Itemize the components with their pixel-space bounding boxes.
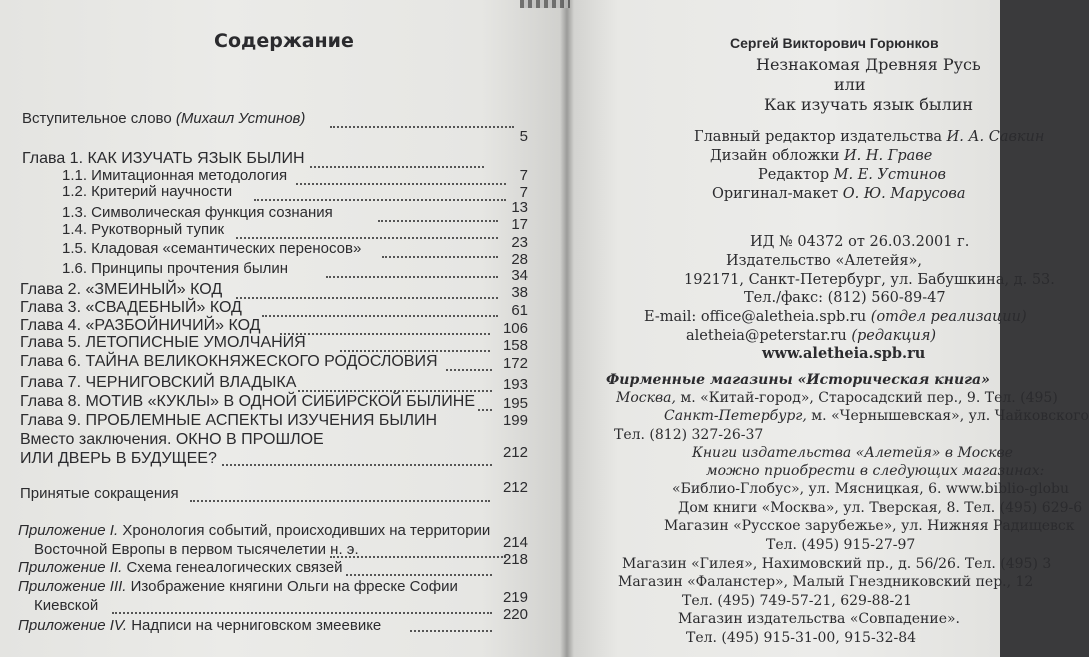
store-line: Магазин «Фаланстер», Малый Гнездниковский пер., 12 [618, 574, 1034, 590]
toc-appendix-1 [18, 522, 490, 540]
credit-name: М. Е. Устинов [833, 167, 946, 183]
appendix-title: Изображение княгини Ольги на фреске Софии [130, 578, 458, 595]
toc-page: 218 [502, 551, 528, 568]
toc-section-1-5: 1.5. Кладовая «семантических переносов» [62, 240, 362, 257]
toc-chapter-3: Глава 3. «СВАДЕБНЫЙ» КОД [20, 299, 242, 316]
toc-page: 158 [502, 337, 528, 354]
dot-leader [262, 315, 498, 317]
credit-layout [712, 185, 965, 203]
dot-leader [280, 333, 490, 335]
publisher-address: 192171, Санкт-Петербург, ул. Бабушкина, д. 53. [684, 272, 1055, 288]
toc-page: 199 [502, 412, 528, 429]
store-line: Магазин «Русское зарубежье», ул. Нижняя Радищевск [664, 518, 1075, 534]
store-line: «Библио-Глобус», ул. Мясницкая, 6. www.biblio-globu [672, 481, 1070, 497]
appendix-title: Хронология событий, происходивших на территории [122, 522, 491, 539]
dot-leader [346, 574, 492, 576]
toc-page: 212 [502, 479, 528, 496]
dot-leader [382, 256, 498, 258]
right-page-imprint [566, 0, 1089, 657]
publisher-email-2 [686, 327, 936, 345]
toc-appendix-3-line2: Киевской [34, 597, 99, 614]
shop-city: Москва, [616, 390, 676, 406]
toc-intro-page: 5 [519, 128, 528, 145]
moscow-books-line1: Книги издательства «Алетейя» в Москве [692, 445, 1013, 461]
store-line: Дом книги «Москва», ул. Тверская, 8. Тел. (495) 629-6 [678, 500, 1083, 516]
dot-leader [330, 126, 514, 128]
toc-intro-label [22, 110, 305, 128]
toc-intro-text: Вступительное слово [22, 110, 172, 127]
appendix-prefix: Приложение IV. [18, 617, 128, 634]
dot-leader [236, 297, 498, 299]
toc-chapter-5: Глава 5. ЛЕТОПИСНЫЕ УМОЛЧАНИЯ [20, 334, 306, 351]
shop-address: м. «Китай-город», Старосадский пер., 9. Тел. (495) [680, 390, 1058, 406]
publisher-email-1 [644, 308, 1027, 326]
license-number: ИД № 04372 от 26.03.2001 г. [750, 234, 970, 250]
toc-conclusion-line2: ИЛИ ДВЕРЬ В БУДУЩЕЕ? [20, 450, 217, 467]
book-title-2: Как изучать язык былин [764, 95, 974, 114]
credit-role: Главный редактор издательства [694, 129, 943, 145]
toc-appendix-3 [18, 578, 458, 596]
dot-leader [298, 390, 492, 392]
toc-chapter-9: Глава 9. ПРОБЛЕМНЫЕ АСПЕКТЫ ИЗУЧЕНИЯ БЫЛИН [20, 412, 438, 429]
email-note: (отдел реализации) [870, 309, 1027, 325]
credit-name: И. Н. Граве [844, 148, 933, 164]
email-address: E-mail: office@aletheia.spb.ru [644, 309, 867, 325]
toc-page: 195 [502, 395, 528, 412]
credit-chief-editor [694, 128, 1044, 146]
appendix-title: Схема генеалогических связей [126, 559, 343, 576]
store-line: Магазин «Гилея», Нахимовский пр., д. 56/26. Тел. (495) 3 [622, 556, 1052, 572]
dot-leader [330, 556, 506, 558]
moscow-books-line2: можно приобрести в следующих магазинах: [706, 463, 1045, 479]
toc-appendix-1-line2: Восточной Европы в первом тысячелетии н. э. [34, 541, 359, 558]
appendix-title: Надписи на черниговском змеевике [131, 617, 382, 634]
toc-chapter-8: Глава 8. МОТИВ «КУКЛЫ» В ОДНОЙ СИБИРСКОЙ БЫЛИНЕ [20, 393, 476, 410]
credit-role: Дизайн обложки [710, 148, 840, 164]
store-line: Тел. (495) 915-27-97 [766, 537, 916, 553]
dot-leader [340, 350, 490, 352]
toc-page: 212 [502, 444, 528, 461]
toc-section-1-6: 1.6. Принципы прочтения былин [62, 260, 289, 277]
dot-leader [296, 183, 506, 185]
toc-chapter-6: Глава 6. ТАЙНА ВЕЛИКОКНЯЖЕСКОГО РОДОСЛОВИЯ [20, 353, 438, 370]
appendix-prefix: Приложение I. [18, 522, 119, 539]
credit-role: Редактор [758, 167, 830, 183]
shop-address: м. «Чернышевская», ул. Чайковского [811, 408, 1089, 424]
toc-chapter-4: Глава 4. «РАЗБОЙНИЧИЙ» КОД [20, 317, 261, 334]
dot-leader [190, 500, 490, 502]
book-author: Сергей Викторович Горюнков [730, 35, 939, 51]
appendix-prefix: Приложение III. [18, 578, 127, 595]
toc-abbreviations: Принятые сокращения [20, 485, 179, 502]
toc-page: 7 [519, 184, 528, 201]
toc-appendix-4 [18, 617, 381, 635]
store-line: Тел. (495) 749-57-21, 629-88-21 [682, 593, 913, 609]
toc-page: 106 [502, 320, 528, 337]
publisher-phone: Тел./факс: (812) 560-89-47 [744, 290, 946, 306]
dot-leader [378, 220, 498, 222]
toc-page: 7 [519, 167, 528, 184]
publisher-name: Издательство «Алетейя», [726, 253, 923, 269]
toc-appendix-2 [18, 559, 342, 577]
dot-leader [326, 276, 498, 278]
bookmark-ribbon [520, 0, 570, 8]
toc-intro-author: (Михаил Устинов) [175, 110, 306, 127]
shop-moscow [616, 389, 1058, 407]
shops-title: Фирменные магазины «Историческая книга» [606, 372, 990, 388]
book-gutter [560, 0, 574, 657]
contents-title: Содержание [214, 30, 354, 52]
book-title-1: Незнакомая Древняя Русь [756, 55, 981, 74]
publisher-website: www.aletheia.spb.ru [762, 345, 926, 362]
toc-page: 61 [511, 302, 528, 319]
dot-leader [254, 199, 506, 201]
shop-spb [664, 407, 1089, 425]
dot-leader [310, 166, 484, 168]
toc-section-1-3: 1.3. Символическая функция сознания [62, 204, 333, 221]
toc-page: 28 [511, 251, 528, 268]
toc-page: 219 [502, 589, 528, 606]
credit-role: Оригинал-макет [712, 186, 839, 202]
toc-page: 38 [511, 284, 528, 301]
dot-leader [112, 612, 492, 614]
toc-page: 214 [502, 534, 528, 551]
credit-name: О. Ю. Марусова [842, 186, 966, 202]
credit-editor [758, 166, 946, 184]
credit-name: И. А. Савкин [946, 129, 1045, 145]
appendix-prefix: Приложение II. [18, 559, 123, 576]
email-address: aletheia@peterstar.ru [686, 328, 847, 344]
toc-chapter-7: Глава 7. ЧЕРНИГОВСКИЙ ВЛАДЫКА [20, 374, 297, 391]
toc-page: 172 [502, 355, 528, 372]
toc-page: 23 [511, 234, 528, 251]
toc-chapter-2: Глава 2. «ЗМЕИНЫЙ» КОД [20, 281, 223, 298]
dot-leader [446, 369, 492, 371]
dot-leader [236, 237, 498, 239]
dot-leader [410, 630, 492, 632]
toc-section-1-4: 1.4. Рукотворный тупик [62, 221, 225, 238]
toc-page: 193 [502, 376, 528, 393]
toc-page: 17 [511, 216, 528, 233]
book-title-or: или [834, 75, 866, 94]
shop-city: Санкт-Петербург, [664, 408, 807, 424]
toc-chapter-1: Глава 1. КАК ИЗУЧАТЬ ЯЗЫК БЫЛИН [22, 150, 305, 167]
toc-conclusion-line1: Вместо заключения. ОКНО В ПРОШЛОЕ [20, 431, 324, 448]
toc-page: 220 [502, 606, 528, 623]
email-note: (редакция) [851, 328, 937, 344]
dot-leader [222, 464, 492, 466]
store-line: Магазин издательства «Совпадение». [678, 611, 960, 627]
shop-spb-phone: Тел. (812) 327-26-37 [614, 427, 764, 443]
toc-section-1-1: 1.1. Имитационная методология [62, 167, 288, 184]
credit-cover-design [710, 147, 932, 165]
toc-section-1-2: 1.2. Критерий научности [62, 183, 233, 200]
toc-page: 13 [511, 199, 528, 216]
store-line: Тел. (495) 915-31-00, 915-32-84 [686, 630, 917, 646]
toc-page: 34 [511, 267, 528, 284]
